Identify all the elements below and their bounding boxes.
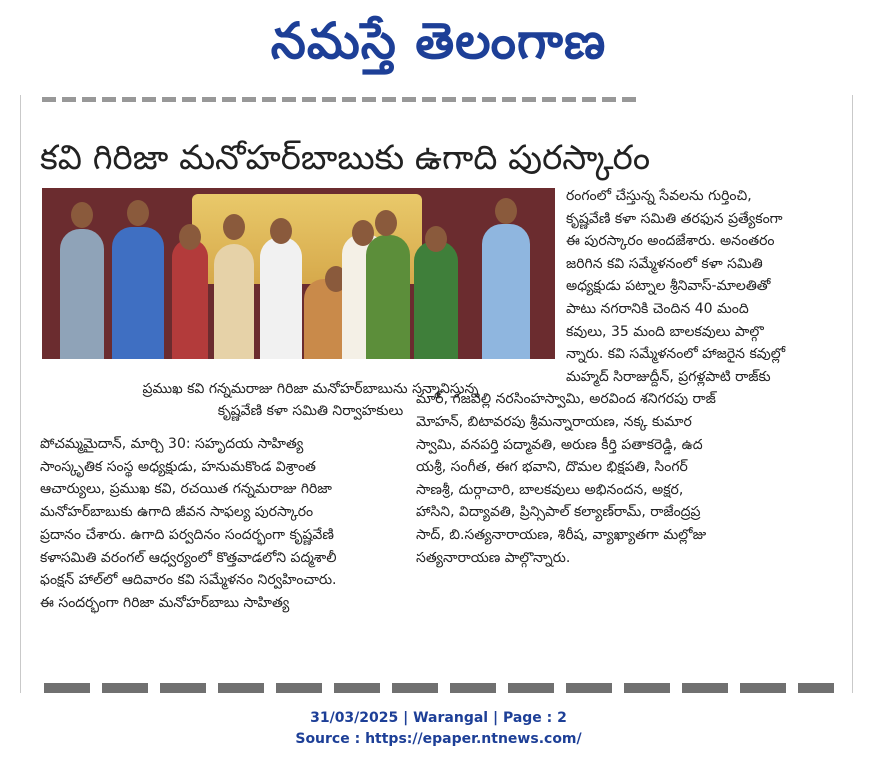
newspaper-logo: నమస్తే తెలంగాణ [270,12,607,70]
body-line: ప్రదానం చేశారు. ఉగాది పర్వదినం సందర్భంగా కృష్ణవేణి [40,526,334,543]
body-line: ఫంక్షన్ హాల్‌లో ఆదివారం కవి సమ్మేళనం నిర్వహించారు. [40,572,337,589]
photo-caption-line: ప్రముఖ కవి గన్నమరాజు గిరిజా మనోహర్‌బాబును సన్మానిస్తున్న [142,381,479,397]
body-line: కళాసమితి వరంగల్ ఆధ్వర్యంలో కొత్తవాడలోని పద్మశాలీ [40,549,337,566]
body-line: ఈ పురస్కారం అందజేశారు. అనంతరం [566,233,775,250]
cut-off-next-headline [44,681,834,693]
body-line: పోచమ్మమైదాన్, మార్చి 30: సహృదయ సాహిత్య [40,436,304,452]
article-headline: కవి గిరిజా మనోహర్‌బాబుకు ఉగాది పురస్కారం [40,138,651,178]
body-line: సత్యనారాయణ పాల్గొన్నారు. [416,549,571,566]
newspaper-clipping [18,95,858,693]
body-line: యశ్రీ, సంగీత, ఈగ భవాని, దొమల భిక్షపతి, సింగర్ [416,459,688,476]
body-line: రంగంలో చేస్తున్న సేవలను గుర్తించి, [566,188,752,204]
body-line: కృష్ణవేణి కళా సమితి తరఫున ప్రత్యేకంగా [566,210,783,227]
body-line: పాటు నగరానికి చెందిన 40 మంది [566,300,749,317]
article-photo [42,188,555,359]
photo-caption-line: కృష్ణవేణి కళా సమితి నిర్వాహకులు [217,403,404,419]
source-footer [0,708,877,750]
body-line: ఈ సందర్భంగా గిరిజా మనోహర్‌బాబు సాహిత్య [40,594,290,611]
body-line: మోహన్, బిటావరపు శ్రీమన్నారాయణ, నక్క కుమార [416,413,692,430]
body-line: స్వామి, వనపర్తి పద్మావతి, అరుణ కీర్తి పతాకరెడ్డి, ఉద [416,436,703,453]
body-line: కవులు, 35 మంది బాలకవులు పాల్గొ [566,323,764,340]
body-line: మార్, గజవెల్లి నరసింహస్వామి, అరవింద శనిగరపు రాజ్ [416,391,716,408]
edition-info: 31/03/2025 | Warangal | Page : 2 [310,710,567,726]
masthead [0,0,877,84]
body-line: జరిగిన కవి సమ్మేళనంలో కళా సమితి [566,255,763,272]
column-rule-left [20,95,21,693]
body-line: అధ్యక్షుడు పట్నాల శ్రీనివాస్-మాలతితో [566,278,771,295]
source-link[interactable]: Source : https://epaper.ntnews.com/ [295,731,582,747]
body-line: సాద్, బి.సత్యనారాయణ, శిరీష, వ్యాఖ్యాతగా మల్లోజు [416,526,707,543]
body-line: సాంస్కృతిక సంస్థ అధ్యక్షుడు, హనుమకొండ విశ్రాంత [40,458,316,475]
body-line: సాణశ్రీ, దుర్గాచారి, బాలకవులు అభినందన, అక్షర, [416,481,684,498]
article-body-right-column [416,185,856,569]
cut-off-text-top [42,95,642,102]
body-line: హాసిని, విద్యావతి, ప్రిన్సిపాల్ కల్యాణ్‌రామ్, రాజేంద్రప్ర [416,504,701,521]
body-line: మహ్మద్ సిరాజుద్దీన్, ప్రగళ్లపాటి రాజ్‌కు [566,368,771,385]
body-line: న్నారు. కవి సమ్మేళనంలో హాజరైన కవుల్లో [566,346,786,363]
body-line: మనోహర్‌బాబుకు ఉగాది జీవన సాఫల్య పురస్కారం [40,504,314,521]
body-line: ఆచార్యులు, ప్రముఖ కవి, రచయిత గన్నమరాజు గిరిజా [40,481,332,498]
